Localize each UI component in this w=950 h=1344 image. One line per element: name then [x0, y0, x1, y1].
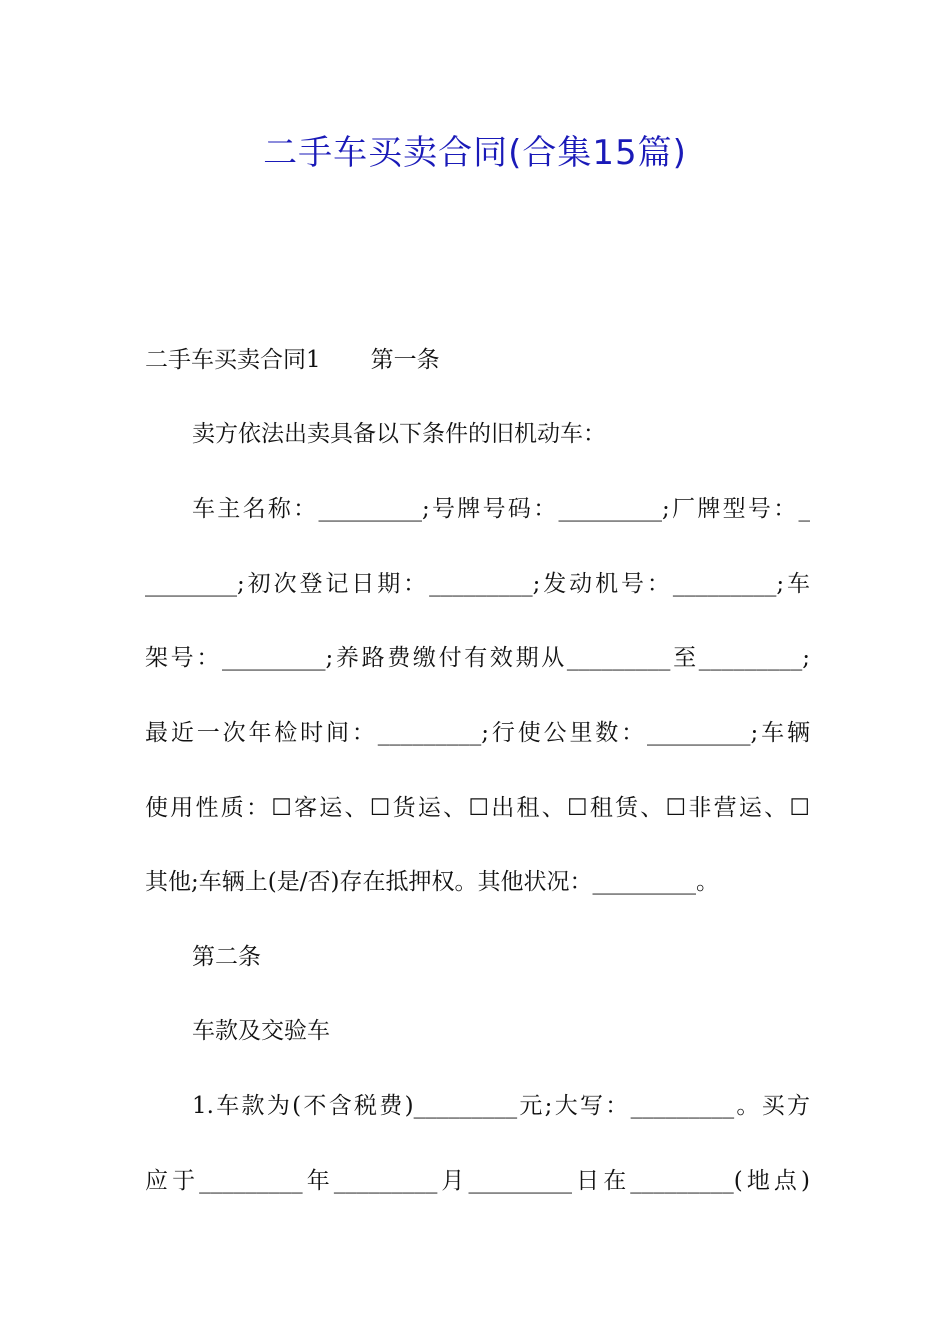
article-two-heading: 第二条 — [192, 944, 261, 970]
article-one-heading: 第一条 — [370, 347, 440, 373]
paragraph-line: 使用性质：☐客运、☐货运、☐出租、☐租赁、☐非营运、☐ — [145, 795, 810, 821]
document-title: 二手车买卖合同(合集15篇) — [263, 133, 687, 173]
paragraph-line: 车主名称：_________;号牌号码：_________;厂牌型号：_ — [192, 496, 810, 522]
paragraph-line: 架号：_________;养路费缴付有效期从_________至_________; — [145, 645, 810, 671]
paragraph-line: 最近一次年检时间：_________;行使公里数：_________;车辆 — [145, 720, 810, 746]
paragraph-line: ________;初次登记日期：_________;发动机号：_________;车 — [145, 571, 810, 597]
paragraph-line: 其他;车辆上(是/否)存在抵押权。其他状况：_________。 — [145, 869, 719, 895]
section-heading: 车款及交验车 — [192, 1018, 330, 1044]
contract-number-title: 二手车买卖合同1 — [145, 347, 321, 373]
paragraph-line: 应于_________年_________月_________日在_________(地点) — [145, 1168, 810, 1194]
paragraph-line: 1.车款为(不含税费)_________元;大写：_________。买方 — [192, 1093, 810, 1119]
paragraph-line: 卖方依法出卖具备以下条件的旧机动车： — [192, 421, 606, 447]
contract-heading-line — [145, 338, 810, 382]
